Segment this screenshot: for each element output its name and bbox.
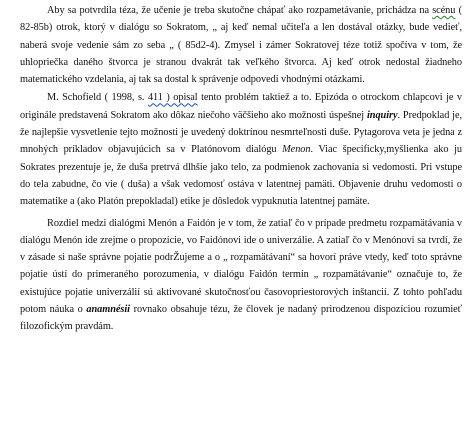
emphasized-term-inquiry: inquiry bbox=[366, 109, 398, 121]
paragraph-1-text-a: Aby sa potvrdila téza, že učenie je treba skutočne chápať ako rozpametávanie, prichádza na bbox=[47, 5, 433, 16]
paragraph-2-text-d: . Viac špecificky,myšlienka ako ju Sokrates prezentuje je, že duša pretrvá dlhšie jako telo, za podmienok zachovania si vedomosti. Pri vstupe do tela zabudne, čo vie ( duša) a však vedomosť ostáva v latentnej pamäti. Objavenie druhu vedomosti o matematike a (ako Platón prepokladal) etike je dôsledok vypuknutia latentnej pamäte. bbox=[20, 144, 462, 208]
grammar-underlined-phrase: 411 ) opisal bbox=[147, 92, 198, 104]
paragraph-3-text-a: Rozdiel medzi dialógmi Menón a Faidón je v tom, že zatiaľ čo v prípade predmetu rozpamätávania v dialógu Menón ide zrejme o propozície, vo Faidónovi ide o univerzálie. A zatiaľ čo v Menónovi sa tvrdí, že v zásade si naše správne pojatie podrŽujeme a o „ rozpamätávaní“ sa hovorí práve vtedy, keď toto správne pojatie ústí do primeraného porozumenia, v dialógu Faidón termín „ rozpamätávanie“ označuje to, že existujúce pojatie univerzálií sú aktivované skutočnosťou časovopriestorových inštancií. Z tohto pohľadu potom náuka o bbox=[20, 217, 462, 316]
paragraph-2 bbox=[20, 89, 462, 210]
paragraph-1 bbox=[20, 2, 462, 88]
spellcheck-underlined-word: scénu bbox=[432, 5, 456, 16]
paragraph-2-text-c: . Predpoklad je, že najlepšie vysvetlenie tejto možnosti je uvedený doktrínou nesmrteľnosti duše. Pytagorova veta je jedna z mnohých príkladov objavujúcich sa v Platónovom dialógu bbox=[20, 109, 462, 156]
paragraph-3 bbox=[20, 215, 462, 336]
italic-title-menon: Menon bbox=[282, 144, 311, 156]
emphasized-term-anamnesii: anamnésii bbox=[86, 304, 130, 316]
paragraph-3-text-b: rovnako obsahuje tézu, že človek je nadaný prirodzenou dispozíciou rozumieť filozofickým pravdám. bbox=[20, 304, 463, 333]
paragraph-2-text-a: M. Schofield ( 1998, s. bbox=[47, 92, 148, 104]
paragraph-2-text-b: tento problém taktiež a to. Epizóda o otrockom chlapcovi je v originále predstavená Sokratom ako dôkaz niečoho väčšieho ako možnosti úspešnej bbox=[20, 92, 463, 121]
paragraph-1-text-b: ( 82-85b) otrok, ktorý v dialógu so Sokratom, „ aj keď nemal učiteľa a len dostával otázky, bude vedieť, naberá svoje vedenie sám zo seba „ ( 85d2-4). Zmysel i zámer Sokratovej téze totiž spočíva v tom, že uhlopriečka daného štvorca je stranou dvakrát tak veľkého štvorca. Aj keď otrok nedostal žiadneho matematického vzdelania, aj tak sa dostal k správenje odpovedi vhodnými otázkami. bbox=[20, 5, 462, 86]
